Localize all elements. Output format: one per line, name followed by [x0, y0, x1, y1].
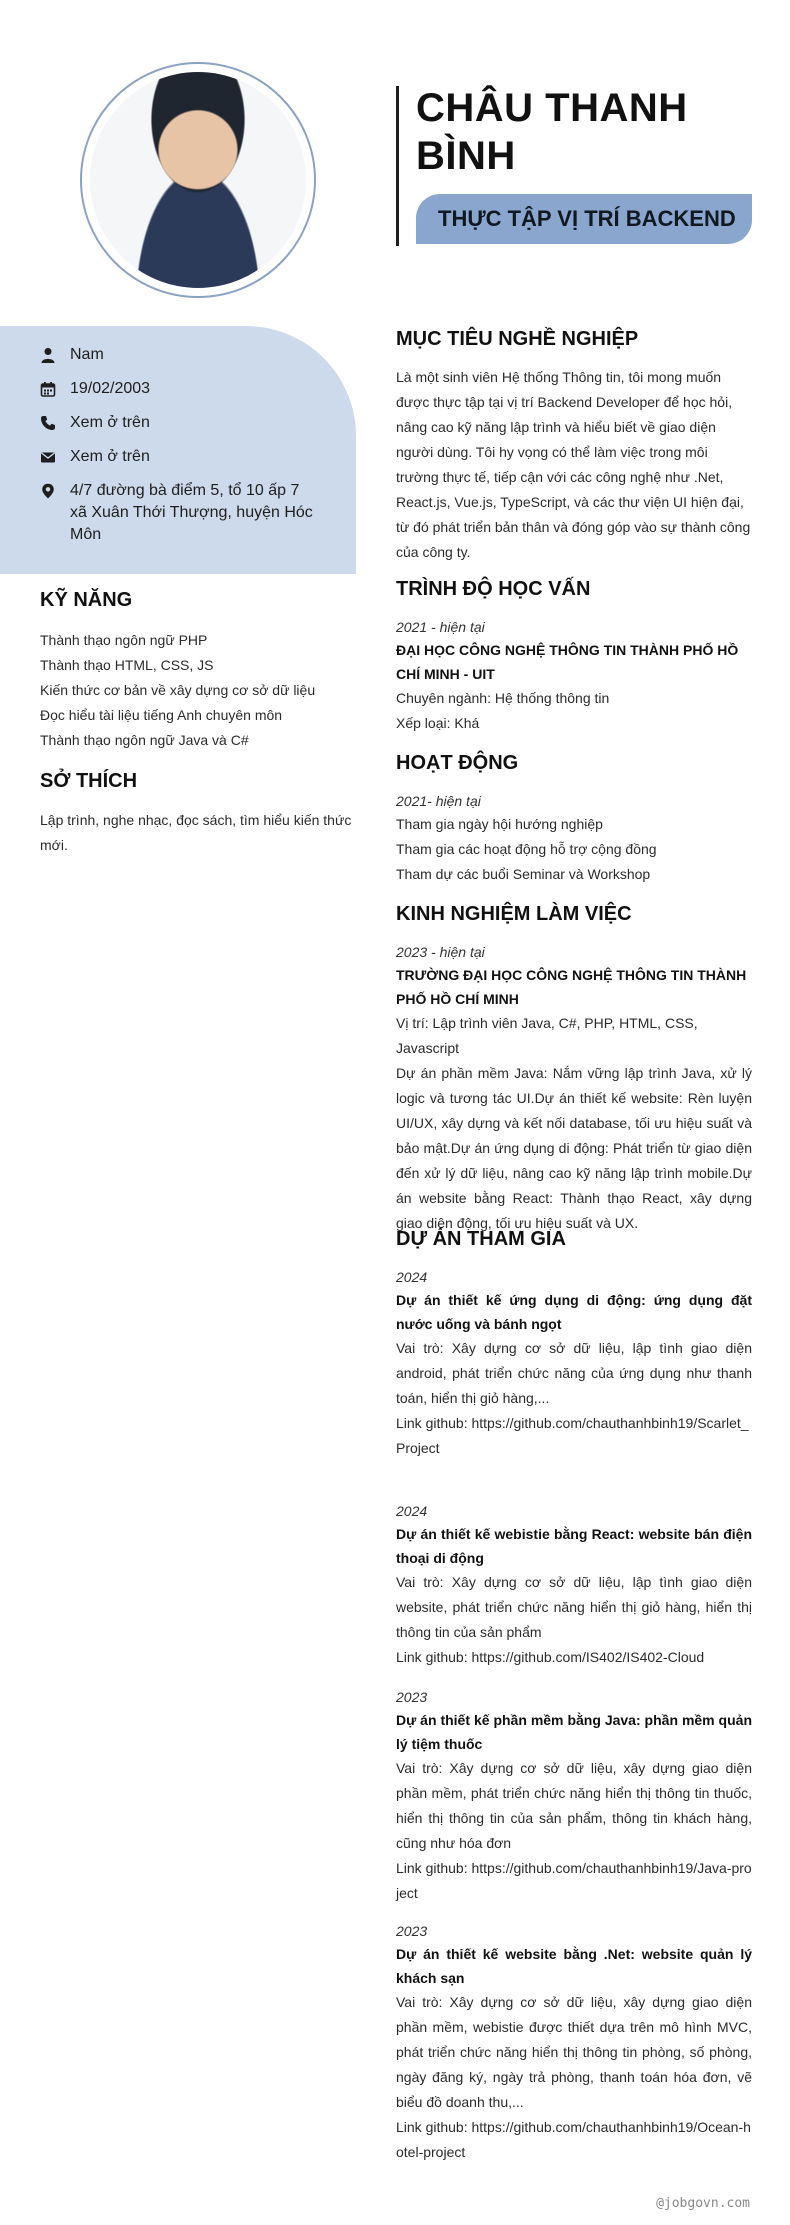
experience-role: Vị trí: Lập trình viên Java, C#, PHP, HTML, CSS, Javascript — [396, 1015, 698, 1056]
project-link[interactable]: Link github: https://github.com/IS402/IS402-Cloud — [396, 1649, 705, 1665]
projects-heading: DỰ ÁN THAM GIA — [396, 1228, 566, 1250]
contact-phone — [40, 412, 340, 434]
position-badge — [416, 194, 752, 244]
project-role: Vai trò: Xây dựng cơ sở dữ liệu, xây dựng giao diện phần mềm, phát triển chức năng hiển thị thông tin thuốc, hiển thị thông tin của sản phẩm, thông tin khách hàng, cũng như hóa đơn — [396, 1760, 752, 1851]
activities-entry — [396, 790, 752, 887]
skill-item: Thành thạo HTML, CSS, JS — [40, 657, 214, 673]
name-divider — [396, 86, 399, 246]
project-item — [396, 1686, 752, 1906]
skills-heading: KỸ NĂNG — [40, 589, 133, 611]
activity-item: Tham dự các buổi Seminar và Workshop — [396, 866, 651, 882]
activities-heading: HOẠT ĐỘNG — [396, 752, 519, 774]
skill-item: Đọc hiểu tài liệu tiếng Anh chuyên môn — [40, 707, 283, 723]
user-icon — [40, 344, 70, 363]
project-date: 2023 — [396, 1923, 428, 1939]
contact-email — [40, 446, 340, 468]
dob-text: 19/02/2003 — [70, 380, 151, 397]
education-heading: TRÌNH ĐỘ HỌC VẤN — [396, 578, 591, 600]
project-link[interactable]: Link github: https://github.com/chauthanhbinh19/Java-project — [396, 1860, 752, 1901]
project-title: Dự án thiết kế website bằng .Net: website quản lý khách sạn — [396, 1946, 752, 1986]
contact-address — [40, 480, 320, 546]
skill-item: Thành thạo ngôn ngữ Java và C# — [40, 732, 249, 748]
candidate-name: CHÂU THANH BÌNH — [416, 86, 688, 178]
project-date: 2024 — [396, 1503, 428, 1519]
project-title: Dự án thiết kế phần mềm bằng Java: phần mềm quản lý tiệm thuốc — [396, 1712, 752, 1752]
contact-gender — [40, 344, 340, 366]
education-date: 2021 - hiện tại — [396, 619, 485, 635]
hobbies-heading: SỞ THÍCH — [40, 770, 138, 792]
activity-item: Tham gia ngày hội hướng nghiệp — [396, 816, 603, 832]
skill-item: Thành thạo ngôn ngữ PHP — [40, 632, 208, 648]
email-text: Xem ở trên — [70, 448, 150, 465]
mail-icon — [40, 446, 70, 465]
calendar-icon — [40, 378, 70, 397]
experience-heading: KINH NGHIỆM LÀM VIỆC — [396, 903, 632, 925]
project-link[interactable]: Link github: https://github.com/chauthanhbinh19/Ocean-hotel-project — [396, 2119, 751, 2160]
experience-date: 2023 - hiện tại — [396, 944, 485, 960]
avatar — [90, 72, 306, 288]
project-role: Vai trò: Xây dựng cơ sở dữ liệu, lập tình giao diện android, phát triển chức năng của ứng dụng như thanh toán, hiển thị giỏ hàng,... — [396, 1340, 752, 1406]
education-major: Chuyên ngành: Hệ thống thông tin — [396, 690, 610, 706]
gender-text: Nam — [70, 346, 104, 363]
skill-item: Kiến thức cơ bản về xây dựng cơ sở dữ liệu — [40, 682, 316, 698]
footer-watermark: @jobgovn.com — [656, 2196, 750, 2211]
phone-icon — [40, 412, 70, 431]
project-role: Vai trò: Xây dựng cơ sở dữ liệu, lập tình giao diện website, phát triển chức năng hiển thị giỏ hàng, hiển thị thông tin của sản phẩm — [396, 1574, 752, 1640]
map-pin-icon — [40, 480, 70, 499]
education-entry — [396, 616, 752, 736]
project-link[interactable]: Link github: https://github.com/chauthanhbinh19/Scarlet_Project — [396, 1415, 749, 1456]
project-item — [396, 1266, 752, 1461]
project-item — [396, 1920, 752, 2165]
hobbies-text: Lập trình, nghe nhạc, đọc sách, tìm hiểu kiến thức mới. — [40, 812, 352, 853]
skills-list — [40, 628, 350, 753]
address-text: 4/7 đường bà điểm 5, tổ 10 ấp 7 xã Xuân Thới Thượng, huyện Hóc Môn — [70, 482, 313, 543]
position-title: THỰC TẬP VỊ TRÍ BACKEND — [438, 206, 736, 231]
education-grade: Xếp loại: Khá — [396, 715, 480, 731]
project-date: 2024 — [396, 1269, 428, 1285]
project-item — [396, 1500, 752, 1670]
project-date: 2023 — [396, 1689, 428, 1705]
experience-desc: Dự án phần mềm Java: Nắm vững lập trình Java, xử lý logic và tương tác UI.Dự án thiết kế website: Rèn luyện UI/UX, xây dựng và kết nối database, tối ưu hiệu suất và bảo mật.Dự án ứng dụng di động: Phát triển từ giao diện đến xử lý dữ liệu, nâng cao kỹ năng lập trình mobile.Dự án website bằng React: Thành thạo React, xây dựng giao diện động, tối ưu hiệu suất và UX. — [396, 1065, 752, 1231]
experience-org: TRƯỜNG ĐẠI HỌC CÔNG NGHỆ THÔNG TIN THÀNH PHỐ HỒ CHÍ MINH — [396, 967, 747, 1007]
school-name: ĐẠI HỌC CÔNG NGHỆ THÔNG TIN THÀNH PHỐ HỒ CHÍ MINH - UIT — [396, 642, 739, 682]
experience-entry — [396, 941, 752, 1236]
objective-heading: MỤC TIÊU NGHỀ NGHIỆP — [396, 328, 639, 350]
project-title: Dự án thiết kế ứng dụng di động: ứng dụng đặt nước uống và bánh ngọt — [396, 1292, 752, 1332]
project-title: Dự án thiết kế webistie bằng React: website bán điện thoại di động — [396, 1526, 752, 1566]
phone-text: Xem ở trên — [70, 414, 150, 431]
objective-text: Là một sinh viên Hệ thống Thông tin, tôi mong muốn được thực tập tại vị trí Backend Developer để học hỏi, nâng cao kỹ năng lập trình và hiểu biết về giao diện người dùng. Tôi hy vọng có thể làm việc trong môi trường thực tế, tiếp cận với các công nghệ như .Net, React.js, Vue.js, TypeScript, và các thư viện UI hiện đại, từ đó phát triển bản thân và đóng góp vào sự thành công của công ty. — [396, 369, 751, 560]
contact-dob — [40, 378, 340, 400]
activity-item: Tham gia các hoạt động hỗ trợ cộng đồng — [396, 841, 657, 857]
activities-date: 2021- hiện tại — [396, 793, 481, 809]
project-role: Vai trò: Xây dựng cơ sở dữ liệu, xây dựng giao diện phần mềm, webistie được thiết dựa trên mô hình MVC, phát triển chức năng hiển thị thông tin phòng, số phòng, ngày đăng ký, ngày trả phòng, thanh toán hóa đơn, vẽ biểu đồ doanh thu,... — [396, 1994, 752, 2110]
